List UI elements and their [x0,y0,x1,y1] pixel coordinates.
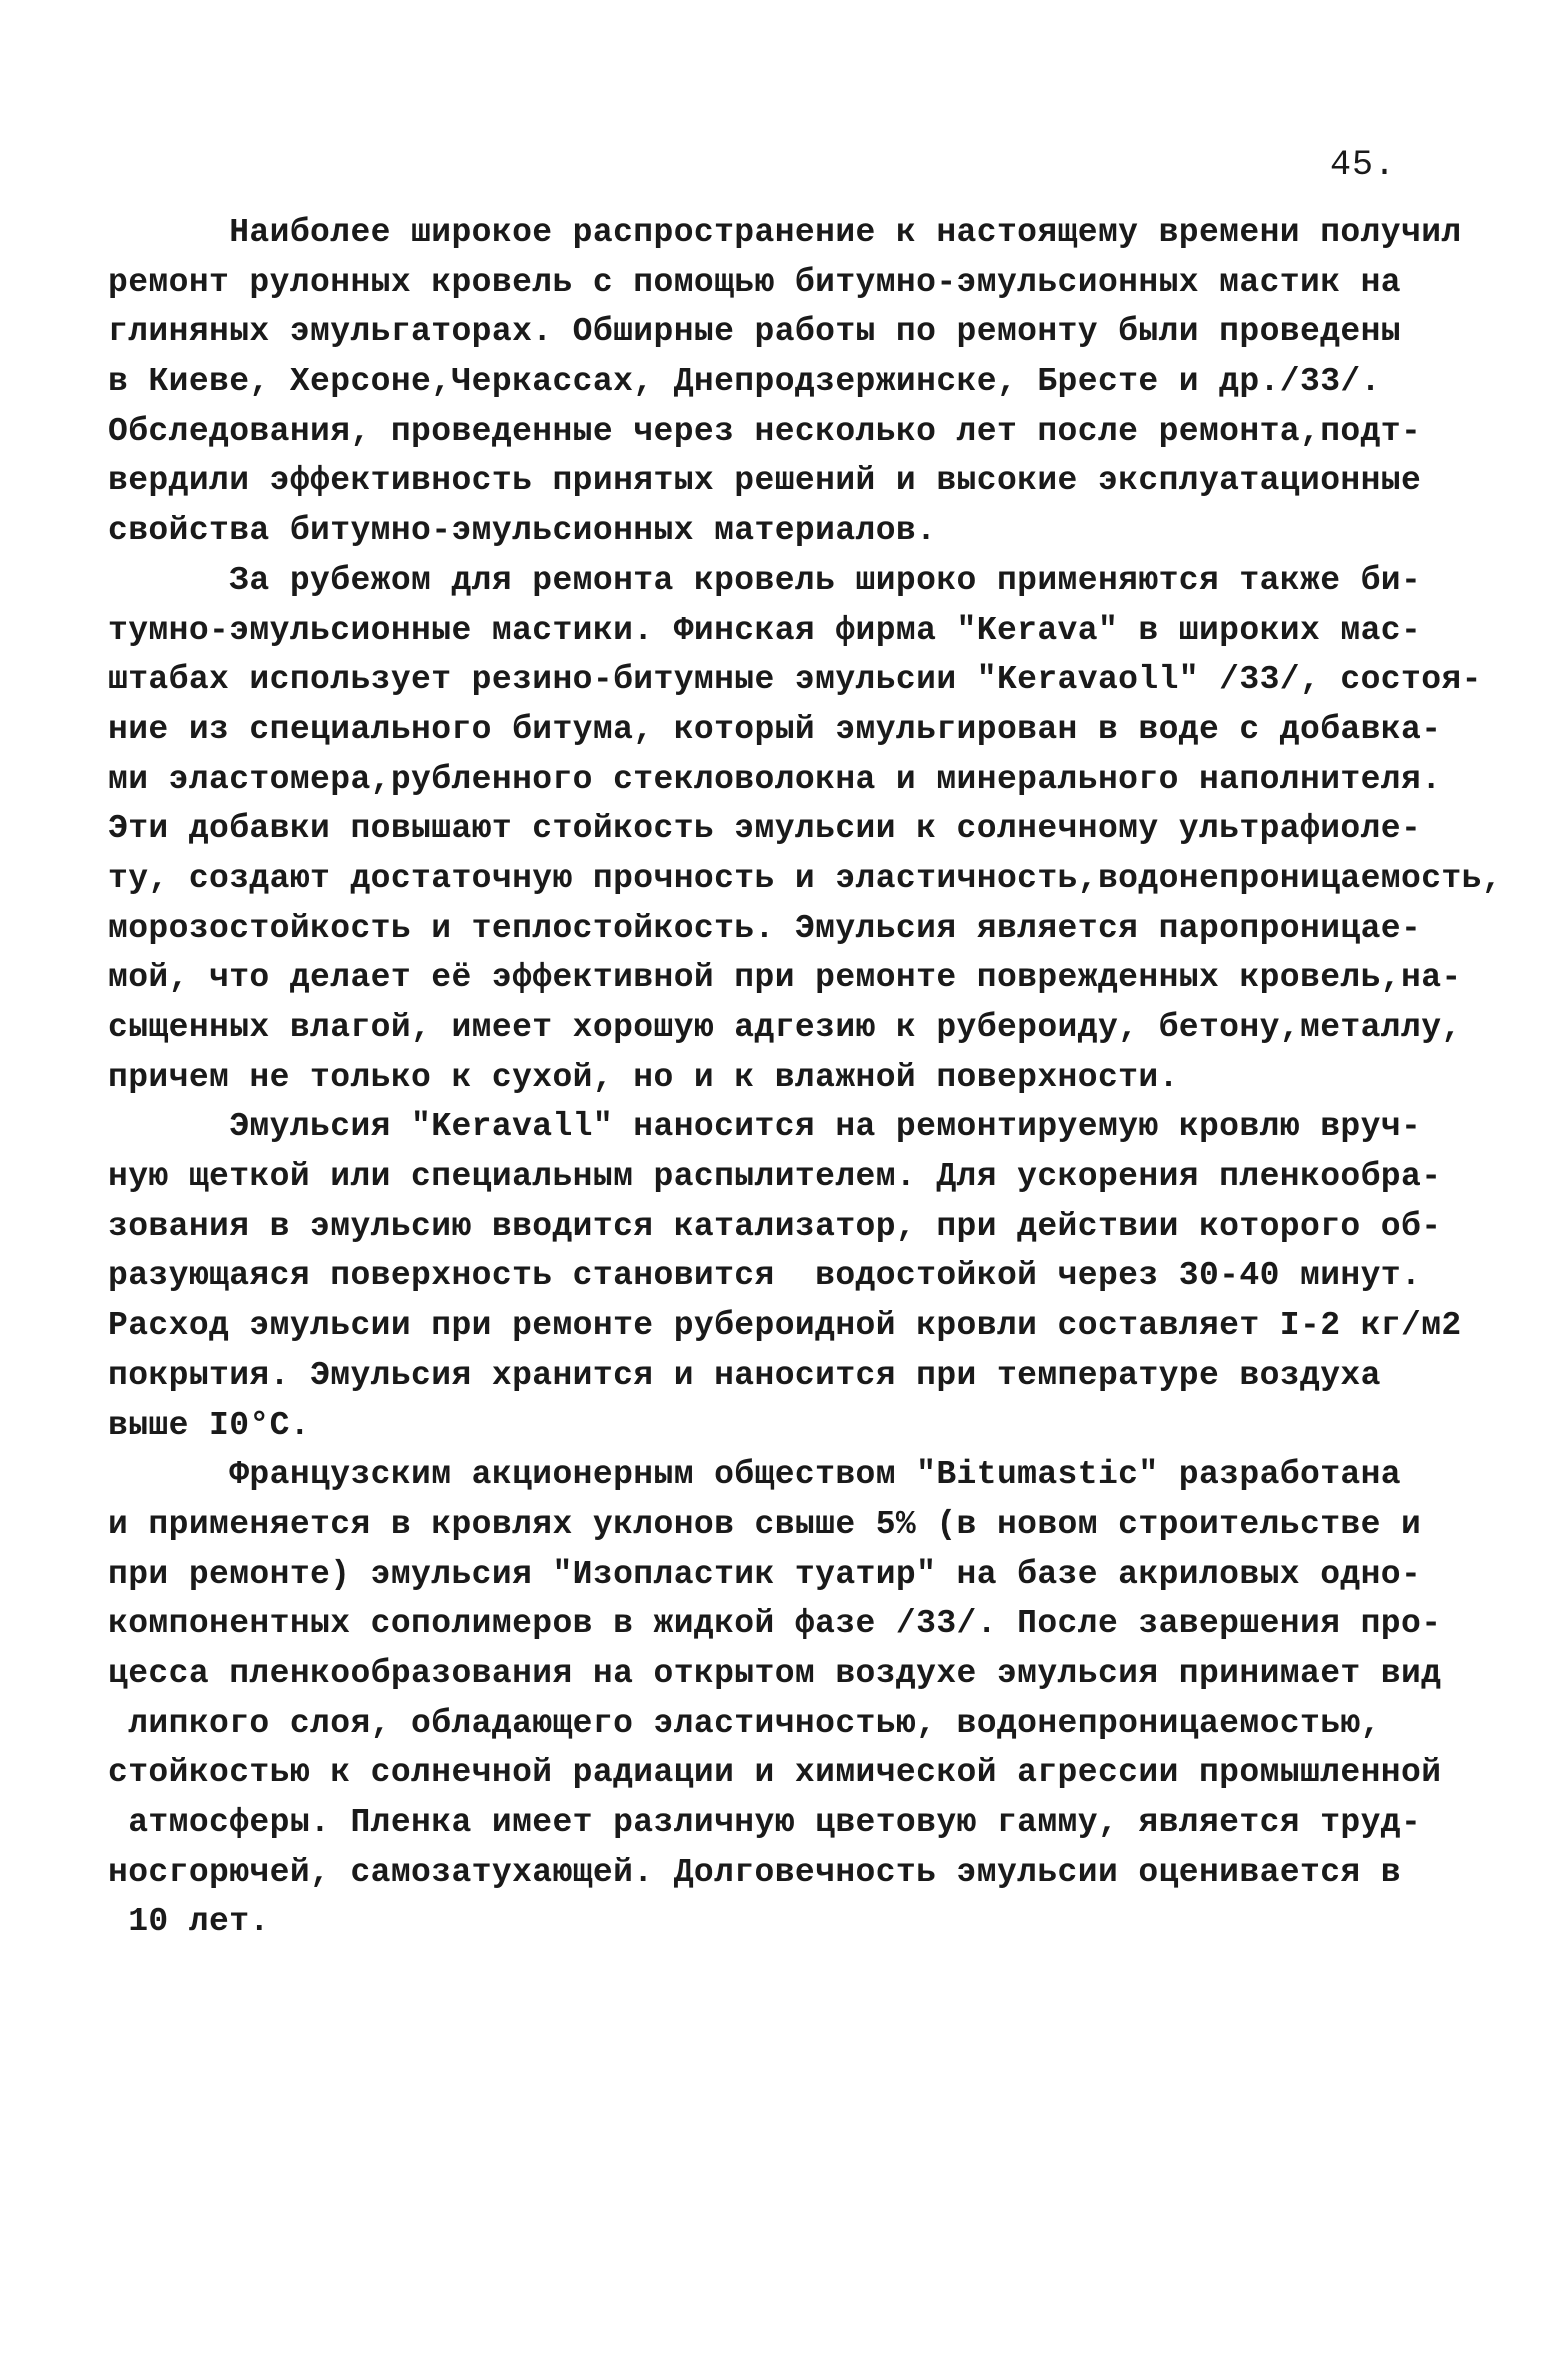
text-line: при ремонте) эмульсия "Изопластик туатир" на базе акриловых одно- [108,1555,1422,1593]
text-line: атмосферы. Пленка имеет различную цветовую гамму, является труд- [108,1804,1422,1841]
text-line: носгорючей, самозатухающей. Долговечность эмульсии оценивается в [108,1853,1402,1891]
text-line: причем не только к сухой, но и к влажной поверхности. [108,1058,1179,1096]
text-line: ремонт рулонных кровель с помощью битумно-эмульсионных мастик на [108,263,1402,301]
text-line: сыщенных влагой, имеет хорошую адгезию к рубероиду, бетону,металлу, [108,1009,1462,1046]
text-line: Наиболее широкое распространение к настоящему времени получил [108,214,1462,251]
text-line: Эти добавки повышают стойкость эмульсии к солнечному ультрафиоле- [108,810,1422,848]
text-line: морозостойкость и теплостойкость. Эмульсия является паропроницае- [108,909,1422,947]
text-line: штабах использует резино-битумные эмульсии "Keravaoll" /33/, состоя- [108,661,1482,699]
text-line: и применяется в кровлях уклонов свыше 5% (в новом строительстве и [108,1505,1422,1543]
text-line: Французским акционерным обществом "Bitumastic" разработана [108,1456,1402,1494]
text-line: стойкостью к солнечной радиации и химической агрессии промышленной [108,1754,1442,1792]
text-line: разующаяся поверхность становится водостойкой через 30-40 минут. [108,1257,1422,1295]
text-line: ми эластомера,рубленного стекловолокна и минерального наполнителя. [108,760,1442,798]
text-line: компонентных сополимеров в жидкой фазе /33/. После завершения про- [108,1605,1442,1643]
text-line: 10 лет. [108,1903,270,1941]
text-line: ту, создают достаточную прочность и эластичность,водонепроницаемость, [108,859,1503,897]
text-line: ную щеткой или специальным распылителем. Для ускорения пленкообра- [108,1158,1442,1196]
body-text [108,208,1538,1947]
text-line: зования в эмульсию вводится катализатор, при действии которого об- [108,1207,1442,1245]
text-line: Эмульсия "Keravall" наносится на ремонтируемую кровлю вруч- [108,1108,1422,1146]
text-line: липкого слоя, обладающего эластичностью, водонепроницаемостью, [108,1704,1381,1742]
text-line: Расход эмульсии при ремонте рубероидной кровли составляет I-2 кг/м2 [108,1307,1462,1345]
text-line: свойства битумно-эмульсионных материалов. [108,512,937,550]
text-line: мой, что делает её эффективной при ремонте поврежденных кровель,на- [108,959,1462,997]
text-line: ние из специального битума, который эмульгирован в воде с добавка- [108,710,1442,748]
text-line: выше I0°C. [108,1406,311,1444]
text-line: цесса пленкообразования на открытом воздухе эмульсия принимает вид [108,1654,1442,1692]
text-line: покрытия. Эмульсия хранится и наносится при температуре воздуха [108,1356,1381,1394]
text-line: в Киеве, Херсоне,Черкассах, Днепродзержинске, Бресте и др./33/. [108,363,1381,401]
text-line: тумно-эмульсионные мастики. Финская фирма "Kerava" в широких мас- [108,611,1422,649]
text-line: За рубежом для ремонта кровель широко применяются также би- [108,561,1422,599]
text-line: Обследования, проведенные через несколько лет после ремонта,подт- [108,412,1422,450]
text-line: вердили эффективность принятых решений и высокие эксплуатационные [108,462,1422,500]
text-line: глиняных эмульгаторах. Обширные работы по ремонту были проведены [108,313,1402,351]
page-number: 45. [1330,145,1397,185]
